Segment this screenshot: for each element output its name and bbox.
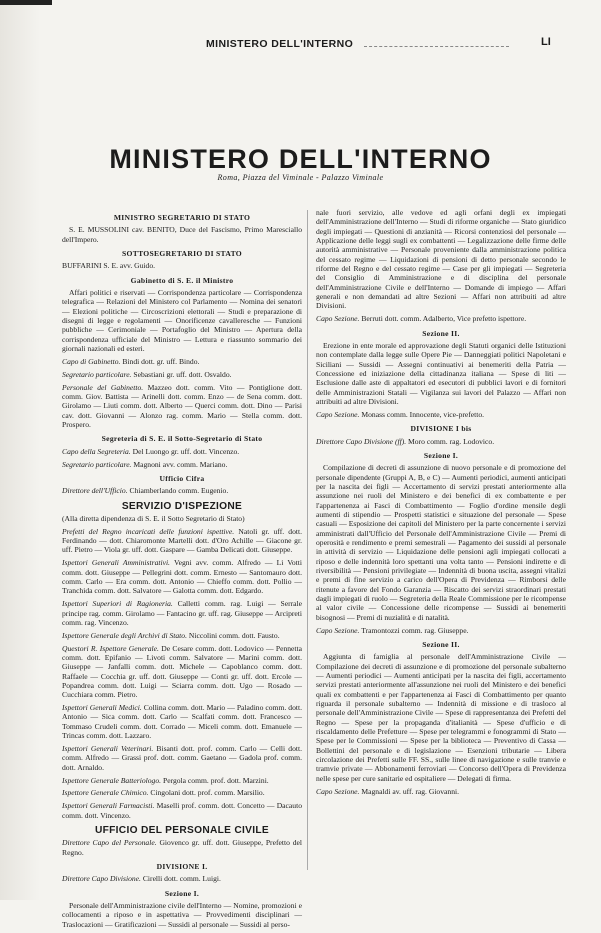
staff-entry [62, 527, 302, 555]
left-column [62, 208, 302, 933]
section-heading: Sezione II. [422, 639, 460, 649]
staff-names: Maselli prof. comm. dott. Concetto — Dacauto comm. dott. Vincenzo. [62, 801, 302, 820]
staff-names: Sebastiani gr. uff. dott. Osvaldo. [133, 369, 232, 379]
staff-entry [62, 383, 302, 430]
section-heading: Ufficio Cifra [159, 473, 205, 483]
staff-names: Natoli gr. uff. dott. Ferdinando — dott. Chiaromonte Martelli dott. d'Oro Achille — Giacone gr. uff. Pietro — Viola gr. uff. dott. Gaspare — Gamba Delicati dott. Giuseppe. [62, 526, 303, 555]
staff-entry [62, 801, 302, 820]
major-heading: SERVIZIO D'ISPEZIONE [121, 500, 243, 512]
staff-names: Mazzeo dott. comm. Vito — Pontiglione dott. comm. Giov. Battista — Arinelli dott. comm. Enzo — de Sena comm. dott. Girolamo — Liuti comm. dott. Alberto — Querci comm. dott. Dino — Parisi cav. dott. Giovanni — Alonzo rag. comm. Mario — Stella comm. dott. Prospero. [62, 382, 302, 430]
page-subtitle: Roma, Piazza del Viminale - Palazzo Viminale [217, 173, 384, 182]
staff-names: De Cesare comm. dott. Lodovico — Pennetta comm. dott. Epifanio — Livoti comm. Salvatore — Marini comm. dott. Giuseppe — Janfalli comm. dott. Michele — Capoblanco comm. dott. Raffaele — Cocchia gr. uff. dott. Giuseppe — Conti gr. uff. dott. Ercole — Popandrea comm. dott. Luigi — Sciarra comm. dott. Ugo — Rosado — Cucchiara comm. Pietro. [62, 643, 302, 700]
staff-entry [316, 787, 566, 796]
staff-role: Segretario particolare. [62, 459, 132, 469]
section-heading: Segreteria di S. E. il Sotto-Segretario di Stato [101, 434, 263, 444]
section-heading: Sezione I. [423, 450, 459, 460]
staff-role: Capo della Segreteria. [62, 446, 131, 456]
staff-names: Bindi dott. gr. uff. Bindo. [122, 356, 200, 366]
staff-role: Segretario particolare. [62, 369, 132, 379]
staff-entry [62, 703, 302, 740]
staff-entry [62, 460, 302, 469]
staff-role: Ispettore Generale Chimico. [62, 788, 149, 798]
staff-role: Ispettori Generali Amministrativi. [62, 558, 170, 568]
text-paragraph: Compilazione di decreti di assunzione di nuovo personale e di promozione del personale dipendente (Gruppi A, B, e C) — Aumenti periodici, aumenti anticipati per la nascita dei figli — Accertamento di servizi prestati anteriormente alla assunzione nei ruoli del Ministero e dei benefici di ex combattente e per l'appartenenza ai Fasci di Combattimento — Foglio d'ordine mensile degli aumenti di stipendio — Prospetti statistici e situazione del personale — Spese casuali — Esposizione dei capitoli del Ministero per la parte concernente i servizi amministrati dall'Ufficio del Personale dell'Amministrazione Civile — Premi di operosità e rendimento e premi semestrali — Pagamento dei sussidi al personale in attività di servizio — Liquidazione delle pensioni agli impiegati collocati a riposo e delle indennità loro spettanti una volta tanto — Pensioni indirette e di riversibilità — Pensioni privilegiate — Indennità di buona uscita, assegni vitalizi e premi di fine servizio a carico dell'Opera di Previdenza — Rimborsi delle ritenute a favore del Fondo Garanzia — Riscatto dei servizi straordinari prestati dagli impiegati di ruolo — Segreteria della Reale Commissione per le ricompense al valor civile — Concessione delle ricompense — Sussidi ai benemeriti bisognosi — Premi di nuzialità e di natalità. [316, 463, 566, 622]
staff-entry [62, 370, 302, 379]
staff-entry [62, 788, 302, 797]
right-column [316, 208, 566, 799]
section-heading: Sezione II. [422, 328, 460, 338]
staff-names: Magnaldi av. uff. rag. Giovanni. [361, 786, 459, 796]
staff-names: Pergola comm. prof. dott. Marzini. [162, 775, 269, 785]
staff-entry [62, 631, 302, 640]
staff-entry [62, 744, 302, 772]
staff-entry [62, 874, 302, 883]
staff-role: Capo Sezione. [316, 625, 360, 635]
section-heading: DIVISIONE I. [156, 861, 208, 871]
scan-edge [0, 0, 40, 900]
staff-entry [62, 776, 302, 785]
staff-role: Capo Sezione. [316, 409, 360, 419]
header-rule [364, 46, 509, 47]
staff-role: Ispettore Generale degli Archivi di Stato. [62, 630, 187, 640]
running-header: MINISTERO DELL'INTERNO [206, 38, 354, 50]
staff-names: Magnoni avv. comm. Mariano. [133, 459, 228, 469]
major-heading: UFFICIO DEL PERSONALE CIVILE [94, 824, 270, 836]
text-paragraph: Affari politici e riservati — Corrispondenza particolare — Corrispondenza telegrafica — Relazioni del Ministero col Parlamento — Nomina dei senatori — Elezioni politiche — Circoscrizioni elettorali — Studi e preparazione di disegni di legge e regolamenti — Onorificenze cavalleresche — Funzioni pubbliche — Cerimoniale — Portafoglio del Ministro — Apertura della corrispondenza ufficiale del Ministro — Lettura e riassunto sommario dei giornali nazionali ed esteri. [62, 288, 302, 354]
staff-role: Ispettori Generali Veterinari. [62, 744, 154, 753]
staff-names: Niccolini comm. dott. Fausto. [188, 630, 280, 640]
staff-role: Direttore dell'Ufficio. [62, 486, 128, 496]
page-number: LI [541, 36, 551, 48]
staff-role: Ispettori Generali Farmacisti. [62, 801, 155, 811]
staff-entry [62, 838, 302, 857]
staff-role: Prefetti del Regno incaricati delle funzioni ispettive. [62, 526, 235, 536]
staff-names: Moro comm. rag. Lodovico. [408, 436, 495, 446]
staff-entry [316, 410, 566, 419]
scan-artifact-bar [0, 0, 52, 5]
staff-entry [62, 599, 302, 627]
staff-entry [62, 447, 302, 456]
staff-role: Capo di Gabinetto. [62, 356, 121, 366]
section-heading: Gabinetto di S. E. il Ministro [130, 275, 234, 285]
section-heading: MINISTRO SEGRETARIO DI STATO [113, 213, 251, 222]
staff-role: Direttore Capo Divisione (ff). [316, 436, 407, 446]
text-paragraph: BUFFARINI S. E. avv. Guido. [62, 261, 156, 271]
section-heading: Sezione I. [164, 888, 200, 898]
text-paragraph: Personale dell'Amministrazione civile dell'Interno — Nomine, promozioni e collocamenti a riposo e in aspettativa — Provvedimenti disciplinari — Traslocazioni — Gratificazioni — Sussidi al personale — Sussidi al perso- [62, 900, 302, 929]
staff-role: Capo Sezione. [316, 314, 360, 324]
staff-names: Monass comm. Innocente, vice-prefetto. [361, 409, 485, 419]
staff-role: Ispettori Generali Medici. [62, 703, 142, 713]
staff-role: Capo Sezione. [316, 786, 360, 796]
staff-names: Cingolani dott. prof. comm. Marsilio. [150, 788, 265, 798]
staff-names: Vegni avv. comm. Alfredo — Li Votti comm. dott. Giuseppe — Pellegrini dott. comm. Ernesto — Santomauro dott. comm. Carlo — Era comm. dott. Antonio — Chieffo comm. dott. Pollio — Tranchida comm. dott. Salvatore — Galotta comm. dott. Edgardo. [62, 558, 302, 596]
staff-role: Personale del Gabinetto. [62, 382, 144, 392]
section-heading: SOTTOSEGRETARIO DI STATO [121, 249, 243, 259]
staff-entry [316, 437, 566, 446]
staff-names: Calletti comm. rag. Luigi — Serrale principe rag. comm. Girolamo — Fantacino gr. uff. rag. Giuseppe — Arcipreti comm. rag. Vincenzo. [62, 599, 303, 627]
column-divider [307, 210, 308, 870]
staff-role: Ispettori Superiori di Ragioneria. [62, 599, 173, 609]
staff-names: Tramontozzi comm. rag. Giuseppe. [361, 625, 469, 635]
staff-names: Berruti dott. comm. Adalberto, Vice prefetto ispettore. [361, 314, 527, 324]
staff-role: Direttore Capo del Personale. [62, 838, 157, 848]
staff-names: Bisanti dott. prof. comm. Carlo — Celli dott. comm. Alfredo — Grassi prof. dott. comm. Gaetano — Gadola prof. comm. dott. Arnaldo. [62, 744, 302, 772]
staff-entry [62, 357, 302, 366]
text-paragraph: S. E. MUSSOLINI cav. BENITO, Duce del Fascismo, Primo Maresciallo dell'Impero. [62, 225, 302, 244]
staff-entry [62, 486, 302, 495]
text-paragraph: Erezione in ente morale ed approvazione degli Statuti organici delle Istituzioni non contemplate dalla legge sulle Opere Pie — Danneggiati politici Napoletani e Siciliani — Sussidi — Assegni continuativi ai benemeriti della Patria — Concessione ed iniziazione della cittadinanza italiana — Spese di liti — Esclusione dalle aste di appaltatori ed esecutori di pubblici lavori e di fornitori delle Amministrazioni Statali — Vigilanza sui lavori del Palazzo — Affari non attribuiti ad altre Divisioni. [316, 340, 566, 407]
staff-names: Cirelli dott. comm. Luigi. [142, 874, 221, 884]
staff-entry [316, 314, 566, 323]
section-heading: DIVISIONE I bis [410, 424, 472, 434]
text-paragraph: Aggiunta di famiglia al personale dell'Amministrazione Civile — Compilazione dei decreti di assunzione e di promozione del personale subalterno — Aumenti periodici — Aumenti anticipati per la nascita dei figli, accertamento servizi prestati anteriormente all'assunzione nei ruoli del Ministero e dei benefici quali ex combattenti e per l'appartenenza ai Fasci di Combattimento per quanto riguarda il personale subalterno — Indennità di missione e di trasloco al personale dell'Amministrazione Civile — Spese di rappresentanza dei Prefetti del Regno — Spese per la propaganda d'italianità — Spese d'ufficio e di riscaldamento delle Prefetture — Spese per telegrammi e fonogrammi di Stato — Spese per le Commissioni — Spese per la biblioteca — Preventivo di Cassa — Bollettini del personale e di legislazione — Esenzioni tributarie — Libera circolazione dei Prefetti sulle FF. SS., sulle linee di navigazione e sulle tranvie e tramvie private — Abbonamenti ferroviari — Concorso dell'Opera di Previdenza nelle spese per cure sanitarie ed ospitaliere — Delegati di firma. [316, 652, 566, 783]
text-paragraph: (Alla diretta dipendenza di S. E. il Sotto Segretario di Stato) [62, 513, 245, 523]
staff-names: Collina comm. dott. Mario — Paladino comm. dott. Antonio — Sica comm. dott. Carlo — Scalfati comm. dott. Francesco — Tommaso Crudeli comm. dott. Corrado — Miceli comm. dott. Emanuele — Trincas comm. dott. Lazzaro. [62, 703, 302, 741]
staff-role: Ispettore Generale Batteriologo. [62, 775, 162, 785]
staff-names: Giovenco gr. uff. dott. Giuseppe, Prefetto del Regno. [62, 838, 302, 857]
staff-names: Del Luongo gr. uff. dott. Vincenzo. [132, 446, 240, 456]
page-title: MINISTERO DELL'INTERNO [109, 144, 492, 174]
text-paragraph: nale fuori servizio, alle vedove ed agli orfani degli ex impiegati dell'Amministrazione dell'Interno — Studi di riforme organiche — Stato giuridico degli impiegati — Questioni di anzianità — Ricorsi contenziosi del personale — Applicazione delle leggi sugli ex combattenti — Legalizzazione delle firme delle autorità amministrative — Personale proveniente dalla amministrazione politica del cessato regime — Liquidazioni di pensioni di detto personale secondo le riforme del Regno e del cessato regime — Case per gli impiegati — Segreteria del Consiglio di Amministrazione e di disciplina del personale dell'Amministrazione Civile e dell'Interno — Domande di impiego — Affari generali e non demandati ad altre Sezioni — Affari non attribuiti ad altre Divisioni. [316, 208, 566, 311]
staff-role: Questori R. Ispettore Generale. [62, 643, 159, 653]
staff-entry [316, 626, 566, 635]
staff-role: Direttore Capo Divisione. [62, 874, 141, 884]
staff-names: Chiamberlando comm. Eugenio. [129, 486, 229, 496]
staff-entry [62, 558, 302, 595]
staff-entry [62, 644, 302, 700]
